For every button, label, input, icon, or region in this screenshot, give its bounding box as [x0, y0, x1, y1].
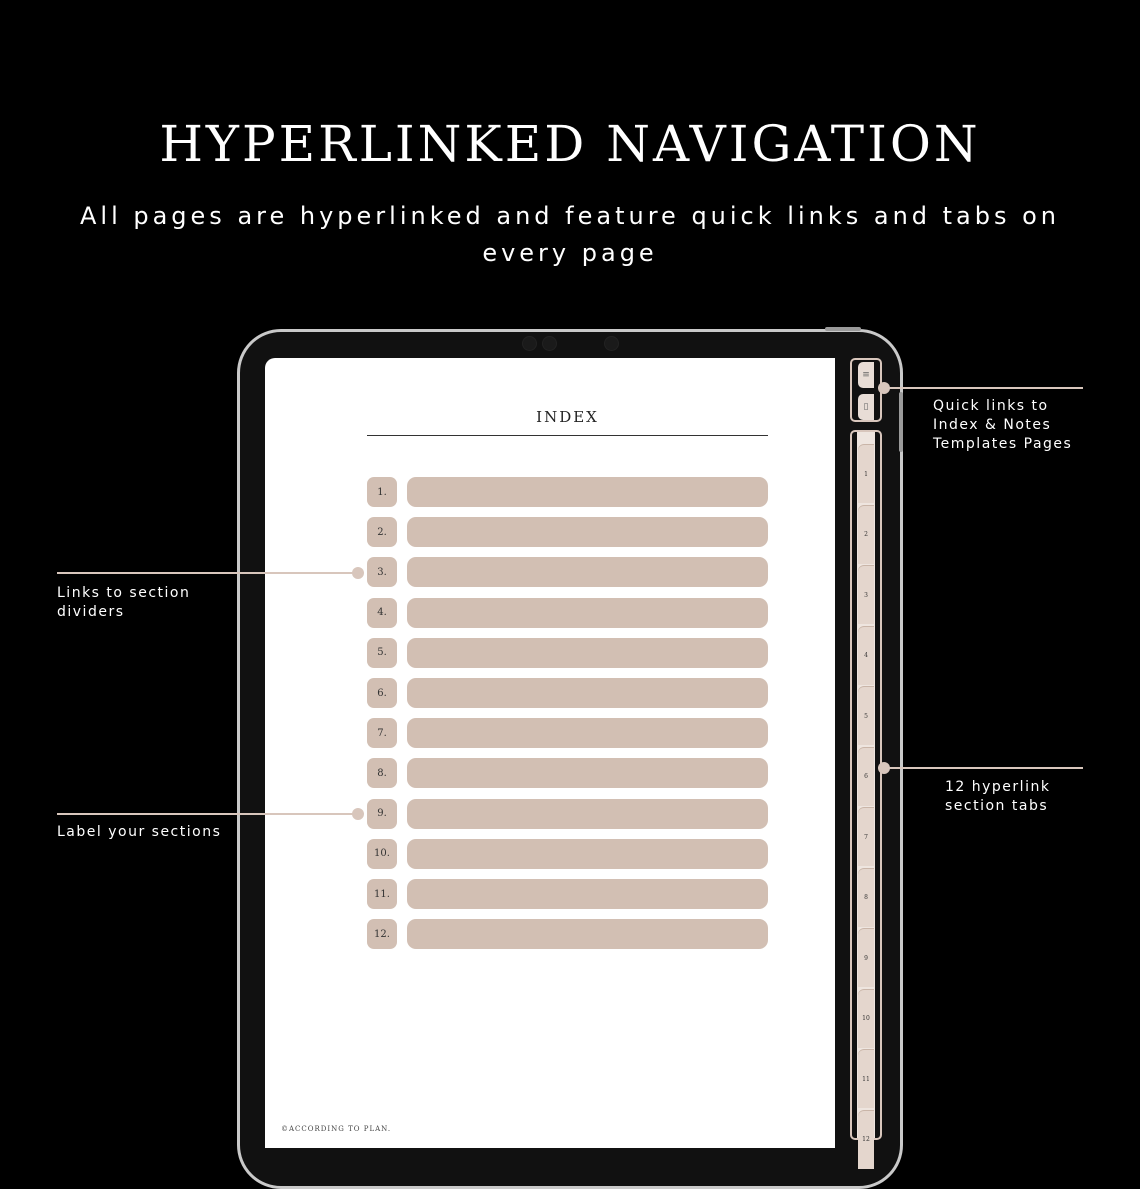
index-row: [367, 598, 768, 628]
section-label-field[interactable]: [407, 517, 768, 547]
section-tab[interactable]: 6: [858, 748, 874, 806]
section-tab[interactable]: 5: [858, 687, 874, 745]
index-row: [367, 557, 768, 587]
section-tab[interactable]: 2: [858, 506, 874, 564]
section-link-button[interactable]: 7.: [367, 718, 397, 748]
section-label-field[interactable]: [407, 718, 768, 748]
copyright-text: ©ACCORDING TO PLAN.: [281, 1125, 392, 1133]
index-row: [367, 517, 768, 547]
notes-quick-link[interactable]: [858, 394, 874, 420]
section-link-button[interactable]: 9.: [367, 799, 397, 829]
quick-links-callout-dot: [878, 382, 890, 394]
section-tab[interactable]: 3: [858, 566, 874, 624]
index-row: [367, 919, 768, 949]
section-tab[interactable]: 8: [858, 869, 874, 927]
menu-icon: ≡: [862, 370, 870, 380]
section-tab[interactable]: 12: [858, 1111, 874, 1169]
section-label-field[interactable]: [407, 799, 768, 829]
note-page-icon: ▯: [863, 402, 869, 412]
index-row: [367, 799, 768, 829]
section-link-button[interactable]: 1.: [367, 477, 397, 507]
section-link-button[interactable]: 10.: [367, 839, 397, 869]
section-label-field[interactable]: [407, 879, 768, 909]
section-label-field[interactable]: [407, 598, 768, 628]
section-link-button[interactable]: 8.: [367, 758, 397, 788]
section-dividers-callout-dot: [352, 567, 364, 579]
sensor-icon: [604, 336, 619, 351]
section-label-field[interactable]: [407, 557, 768, 587]
section-link-button[interactable]: 4.: [367, 598, 397, 628]
section-link-button[interactable]: 12.: [367, 919, 397, 949]
index-row: [367, 718, 768, 748]
power-button: [825, 327, 861, 331]
section-label-field[interactable]: [407, 638, 768, 668]
section-label-field[interactable]: [407, 919, 768, 949]
index-row: [367, 839, 768, 869]
section-dividers-callout: Links to section dividers: [57, 585, 191, 620]
quick-links-callout: Quick links to Index & Notes Templates Pages: [933, 398, 1073, 452]
headline: HYPERLINKED NAVIGATION: [159, 115, 981, 173]
section-tabs-callout-dot: [878, 762, 890, 774]
section-label-field[interactable]: [407, 477, 768, 507]
sensor-icon: [542, 336, 557, 351]
volume-button: [899, 392, 903, 452]
section-link-button[interactable]: 11.: [367, 879, 397, 909]
section-link-button[interactable]: 3.: [367, 557, 397, 587]
section-label-field[interactable]: [407, 758, 768, 788]
label-sections-callout: Label your sections: [57, 824, 222, 840]
label-sections-callout-dot: [352, 808, 364, 820]
index-row: [367, 879, 768, 909]
section-label-field[interactable]: [407, 839, 768, 869]
section-link-button[interactable]: 2.: [367, 517, 397, 547]
index-row: [367, 477, 768, 507]
subheadline: All pages are hyperlinked and feature quick links and tabs on every page: [79, 202, 1061, 267]
section-tab[interactable]: 1: [858, 445, 874, 503]
camera-icon: [522, 336, 537, 351]
index-quick-link[interactable]: [858, 362, 874, 388]
index-row: [367, 758, 768, 788]
section-link-button[interactable]: 5.: [367, 638, 397, 668]
label-sections-callout-line: [57, 813, 357, 815]
section-tab[interactable]: 7: [858, 808, 874, 866]
title-divider: [367, 435, 768, 436]
page-title: INDEX: [536, 408, 599, 426]
section-tabs-callout-line: [884, 767, 1083, 769]
section-tab[interactable]: 11: [858, 1050, 874, 1108]
section-tab[interactable]: 10: [858, 990, 874, 1048]
section-label-field[interactable]: [407, 678, 768, 708]
section-tabs-callout: 12 hyperlink section tabs: [945, 779, 1051, 814]
index-row: [367, 638, 768, 668]
quick-links-callout-line: [884, 387, 1083, 389]
section-tab[interactable]: 9: [858, 929, 874, 987]
camera-bar: [520, 336, 620, 352]
index-row: [367, 678, 768, 708]
section-dividers-callout-line: [57, 572, 357, 574]
section-link-button[interactable]: 6.: [367, 678, 397, 708]
section-tab[interactable]: 4: [858, 627, 874, 685]
